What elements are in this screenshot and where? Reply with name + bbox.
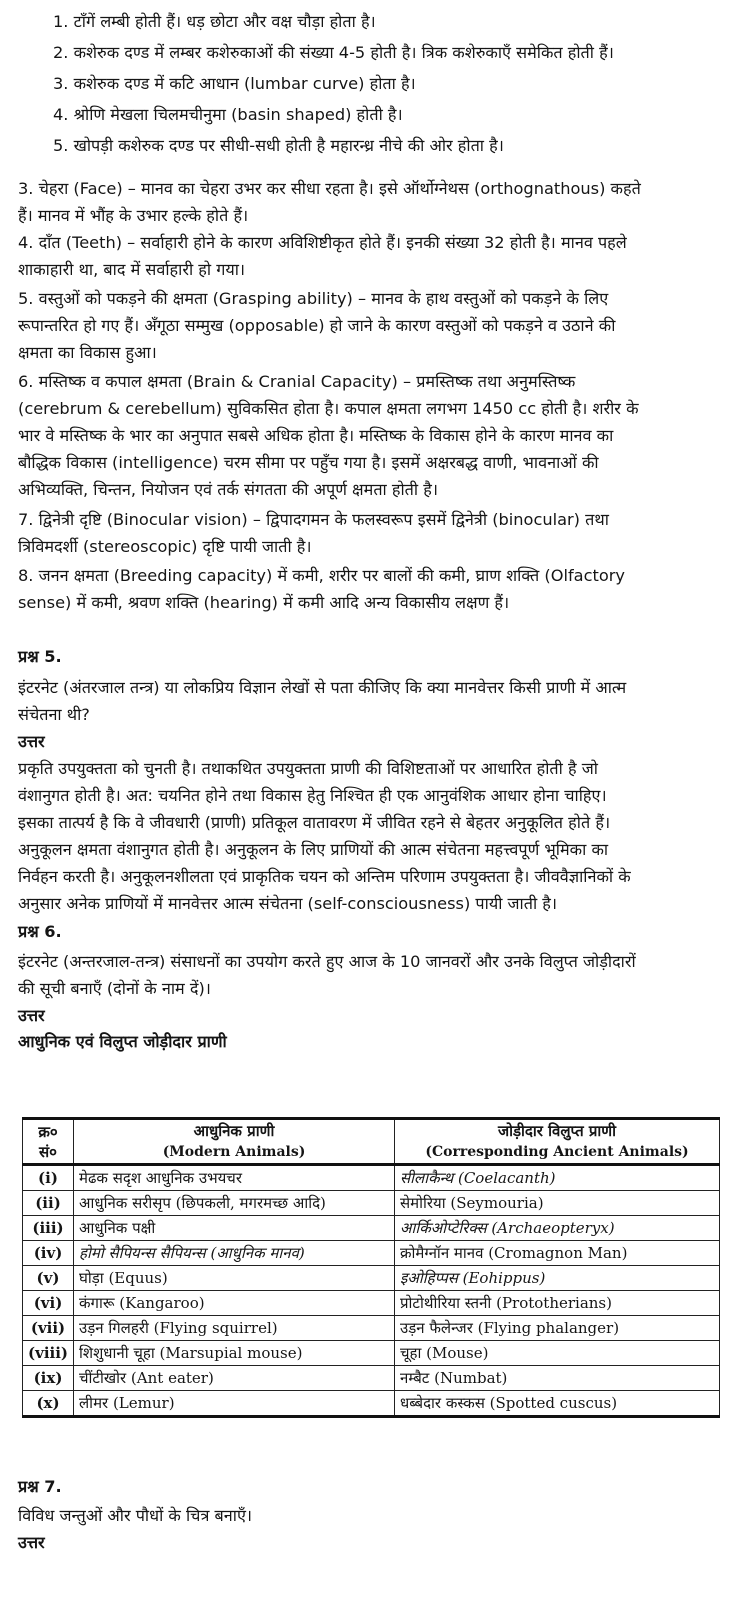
table-row: (vii) उड़न गिलहरी (Flying squirrel) उड़न फैलेन्जर (Flying phalanger) bbox=[23, 1316, 720, 1341]
paragraph-grasping: 5. वस्तुओं को पकड़ने की क्षमता (Grasping ability) – मानव के हाथ वस्तुओं को पकड़ने के लिए रूपान्तरित हो गए हैं। अँगूठा सम्मुख (opposable) हो जाने के कारण वस्तुओं को पकड़ने व उठाने की क्षमता का विकास हुआ। bbox=[18, 289, 616, 362]
list-item: 2. कशेरुक दण्ड में लम्बर कशेरुकाओं की संख्या 4-5 होती है। त्रिक कशेरुकाएँ समेकित होती हैं। bbox=[53, 43, 614, 62]
table-header-row bbox=[23, 1119, 720, 1165]
paragraph-breeding: 8. जनन क्षमता (Breeding capacity) में कमी, शरीर पर बालों की कमी, घ्राण शक्ति (Olfactory sense) में कमी, श्रवण शक्ति (hearing) में कमी आदि अन्य विकासीय लक्षण हैं। bbox=[18, 566, 625, 612]
question-7-label: प्रश्न 7. bbox=[18, 1477, 62, 1496]
answer-6-label: उत्तर bbox=[18, 1006, 45, 1025]
paragraph-face: 3. चेहरा (Face) – मानव का चेहरा उभर कर सीधा रहता है। इसे ऑर्थोग्नेथस (orthognathous) कहते हैं। मानव में भौंह के उभार हल्के होते हैं। bbox=[18, 179, 641, 225]
animals-table bbox=[22, 1117, 720, 1418]
list-item: 4. श्रोणि मेखला चिलमचीनुमा (basin shaped) होती है। bbox=[53, 105, 403, 124]
answer-7-label: उत्तर bbox=[18, 1533, 45, 1552]
table-row: (vi) कंगारू (Kangaroo) प्रोटोथीरिया स्तनी (Prototherians) bbox=[23, 1291, 720, 1316]
table-row: (ii) आधुनिक सरीसृप (छिपकली, मगरमच्छ आदि) सेमोरिया (Seymouria) bbox=[23, 1191, 720, 1216]
table-row: (iv) होमो सैपियन्स सैपियन्स (आधुनिक मानव) क्रोमैग्नॉन मानव (Cromagnon Man) bbox=[23, 1241, 720, 1266]
table-row: (x) लीमर (Lemur) धब्बेदार कस्कस (Spotted cuscus) bbox=[23, 1391, 720, 1417]
table-row: (viii) शिशुधानी चूहा (Marsupial mouse) चूहा (Mouse) bbox=[23, 1341, 720, 1366]
table-row: (ix) चींटीखोर (Ant eater) नम्बैट (Numbat) bbox=[23, 1366, 720, 1391]
question-5-label: प्रश्न 5. bbox=[18, 647, 62, 666]
table-row: (iii) आधुनिक पक्षी आर्किओप्टेरिक्स (Archaeopteryx) bbox=[23, 1216, 720, 1241]
table-row: (i) मेढक सदृश आधुनिक उभयचर सीलाकैन्थ (Coelacanth) bbox=[23, 1165, 720, 1191]
paragraph-brain: 6. मस्तिष्क व कपाल क्षमता (Brain & Cranial Capacity) – प्रमस्तिष्क तथा अनुमस्तिष्क (cerebrum & cerebellum) सुविकसित होता है। कपाल क्षमता लगभग 1450 cc होती है। शरीर के भार वे मस्तिष्क के भार का अनुपात सबसे अधिक होता है। मस्तिष्क के विकास होने के कारण मानव का बौद्धिक विकास (intelligence) चरम सीमा पर पहुँच गया है। इसमें अक्षरबद्ध वाणी, भावनाओं की अभिव्यक्ति, चिन्तन, नियोजन एवं तर्क संगतता की अपूर्ण क्षमता होती है। bbox=[18, 372, 639, 499]
answer-5-label: उत्तर bbox=[18, 732, 45, 751]
list-item: 5. खोपड़ी कशेरुक दण्ड पर सीधी-सधी होती है महारन्ध्र नीचे की ओर होता है। bbox=[53, 136, 504, 155]
header-modern: आधुनिक प्राणी (Modern Animals) bbox=[74, 1119, 395, 1165]
answer-5-text: प्रकृति उपयुक्तता को चुनती है। तथाकथित उपयुक्तता प्राणी की विशिष्टताओं पर आधारित होती है जो वंशानुगत होती है। अत: चयनित होने तथा विकास हेतु निश्चित ही एक आनुवंशिक आधार होना चाहिए। इसका तात्पर्य है कि वे जीवधारी (प्राणी) प्रतिकूल वातावरण में जीवित रहने से बेहतर अनुकूलित होते हैं। अनुकूलन क्षमता वंशानुगत होती है। अनुकूलन के लिए प्राणियों की आत्म संचेतना महत्त्वपूर्ण भूमिका का निर्वहन करती है। अनुकूलनशीलता एवं प्राकृतिक चयन को अन्तिम परिणाम उपयुक्तता है। जीववैज्ञानिकों के अनुसार अनेक प्राणियों में मानवेत्तर आत्म संचेतना (self-consciousness) पायी जाती है। bbox=[18, 759, 631, 913]
paragraph-binocular: 7. द्विनेत्री दृष्टि (Binocular vision) – द्विपादगमन के फलस्वरूप इसमें द्विनेत्री (binocular) तथा त्रिविमदर्शी (stereoscopic) दृष्टि पायी जाती है। bbox=[18, 510, 609, 556]
table-title: आधुनिक एवं विलुप्त जोड़ीदार प्राणी bbox=[18, 1032, 227, 1051]
question-7-text: विविध जन्तुओं और पौधों के चित्र बनाएँ। bbox=[18, 1506, 253, 1525]
table-row: (v) घोड़ा (Equus) इओहिप्पस (Eohippus) bbox=[23, 1266, 720, 1291]
list-item: 1. टाँगें लम्बी होती हैं। धड़ छोटा और वक्ष चौड़ा होता है। bbox=[53, 12, 376, 31]
header-ancient: जोड़ीदार विलुप्त प्राणी (Corresponding Ancient Animals) bbox=[395, 1119, 720, 1165]
skeletal-features-list bbox=[53, 6, 713, 161]
question-5-text: इंटरनेट (अंतरजाल तन्त्र) या लोकप्रिय विज्ञान लेखों से पता कीजिए कि क्या मानवेत्तर किसी प्राणी में आत्म संचेतना थी? bbox=[18, 678, 627, 724]
question-6-label: प्रश्न 6. bbox=[18, 922, 62, 941]
paragraph-teeth: 4. दाँत (Teeth) – सर्वाहारी होने के कारण अविशिष्टीकृत होते हैं। इनकी संख्या 32 होती है। मानव पहले शाकाहारी था, बाद में सर्वाहारी हो गया। bbox=[18, 233, 627, 279]
list-item: 3. कशेरुक दण्ड में कटि आधान (lumbar curve) होता है। bbox=[53, 74, 416, 93]
header-serial: क्र० सं० bbox=[23, 1119, 74, 1165]
question-6-text: इंटरनेट (अन्तरजाल-तन्त्र) संसाधनों का उपयोग करते हुए आज के 10 जानवरों और उनके विलुप्त जोड़ीदारों की सूची बनाएँ (दोनों के नाम दें)। bbox=[18, 952, 636, 998]
